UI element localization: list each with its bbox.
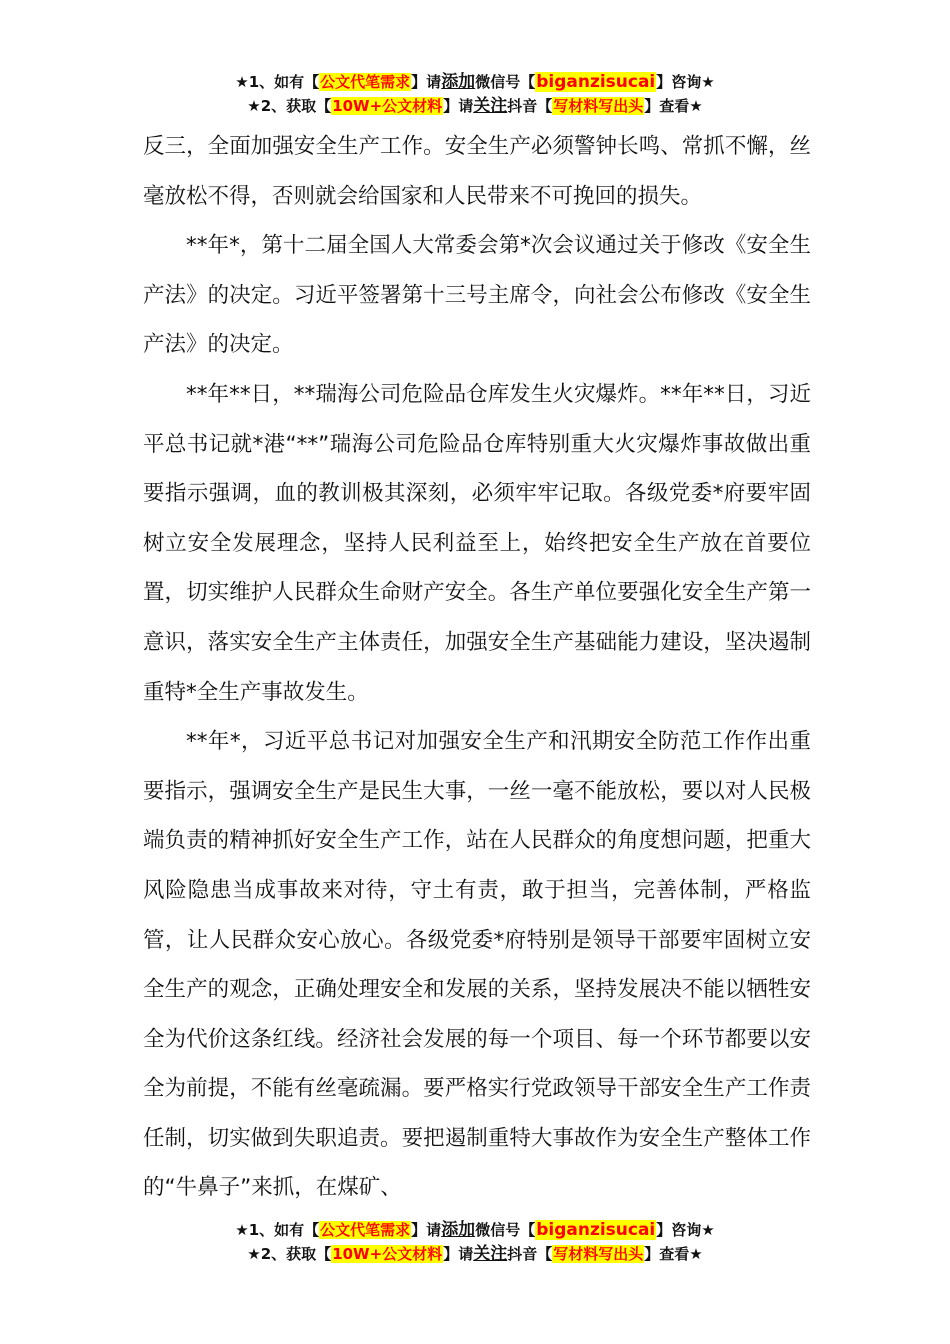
banner-emphasis: 关注	[473, 1244, 508, 1264]
banner-text: ★2、获取【	[247, 1245, 332, 1263]
banner-emphasis: 添加	[441, 1220, 476, 1240]
header-banner	[0, 70, 950, 118]
banner-text: ★1、如有【	[235, 73, 320, 91]
footer-banner	[0, 1218, 950, 1266]
banner-text: 】咨询★	[656, 1221, 715, 1239]
header-banner-line-2	[0, 94, 950, 118]
banner-text: 】查看★	[644, 97, 703, 115]
paragraph: **年*，习近平总书记对加强安全生产和汛期安全防范工作作出重要指示，强调安全生产是民生大事，一丝一毫不能放松，要以对人民极端负责的精神抓好安全生产工作，站在人民群众的角度想问题，把重大风险隐患当成事故来对待，守土有责，敢于担当，完善体制，严格监管，让人民群众安心放心。各级党委*府特别是领导干部要牢固树立安全生产的观念，正确处理安全和发展的关系，坚持发展决不能以牺牲安全为代价这条红线。经济社会发展的每一个项目、每一个环节都要以安全为前提，不能有丝毫疏漏。要严格实行党政领导干部安全生产工作责任制，切实做到失职追责。要把遏制重特大事故作为安全生产整体工作的“牛鼻子”来抓，在煤矿、	[143, 729, 811, 1201]
banner-highlight: 10W+公文材料	[332, 1245, 443, 1263]
banner-wechat-id: biganzisucai	[536, 1220, 656, 1240]
banner-highlight: 10W+公文材料	[332, 97, 443, 115]
footer-banner-line-2	[0, 1242, 950, 1266]
banner-text: 】请	[443, 97, 474, 115]
banner-emphasis: 添加	[441, 72, 476, 92]
paragraph: **年*，第十二届全国人大常委会第*次会议通过关于修改《安全生产法》的决定。习近平签署第十三号主席令，向社会公布修改《安全生产法》的决定。	[143, 233, 811, 358]
document-body	[143, 122, 811, 1213]
banner-text: 】请	[411, 73, 442, 91]
banner-text: 】查看★	[644, 1245, 703, 1263]
banner-emphasis: 关注	[473, 96, 508, 116]
banner-text: ★2、获取【	[247, 97, 332, 115]
banner-text: 微信号【	[475, 73, 536, 91]
banner-wechat-id: biganzisucai	[536, 72, 656, 92]
banner-douyin-account: 写材料写出头	[553, 97, 644, 115]
banner-text: 】请	[411, 1221, 442, 1239]
banner-text: 抖音【	[507, 97, 553, 115]
paragraph-continuation: 反三，全面加强安全生产工作。安全生产必须警钟长鸣、常抓不懈，丝毫放松不得，否则就会给国家和人民带来不可挽回的损失。	[143, 134, 811, 209]
paragraph: **年**日，**瑞海公司危险品仓库发生火灾爆炸。**年**日，习近平总书记就*港“**”瑞海公司危险品仓库特别重大火灾爆炸事故做出重要指示强调，血的教训极其深刻，必须牢牢记取。各级党委*府要牢固树立安全发展理念，坚持人民利益至上，始终把安全生产放在首要位置，切实维护人民群众生命财产安全。各生产单位要强化安全生产第一意识，落实安全生产主体责任，加强安全生产基础能力建设，坚决遏制重特*全生产事故发生。	[143, 381, 811, 705]
banner-text: 抖音【	[507, 1245, 553, 1263]
banner-text: 】请	[443, 1245, 474, 1263]
banner-text: 】咨询★	[656, 73, 715, 91]
footer-banner-line-1	[0, 1218, 950, 1242]
banner-highlight: 公文代笔需求	[320, 73, 411, 91]
header-banner-line-1	[0, 70, 950, 94]
banner-text: ★1、如有【	[235, 1221, 320, 1239]
banner-douyin-account: 写材料写出头	[553, 1245, 644, 1263]
banner-text: 微信号【	[475, 1221, 536, 1239]
banner-highlight: 公文代笔需求	[320, 1221, 411, 1239]
